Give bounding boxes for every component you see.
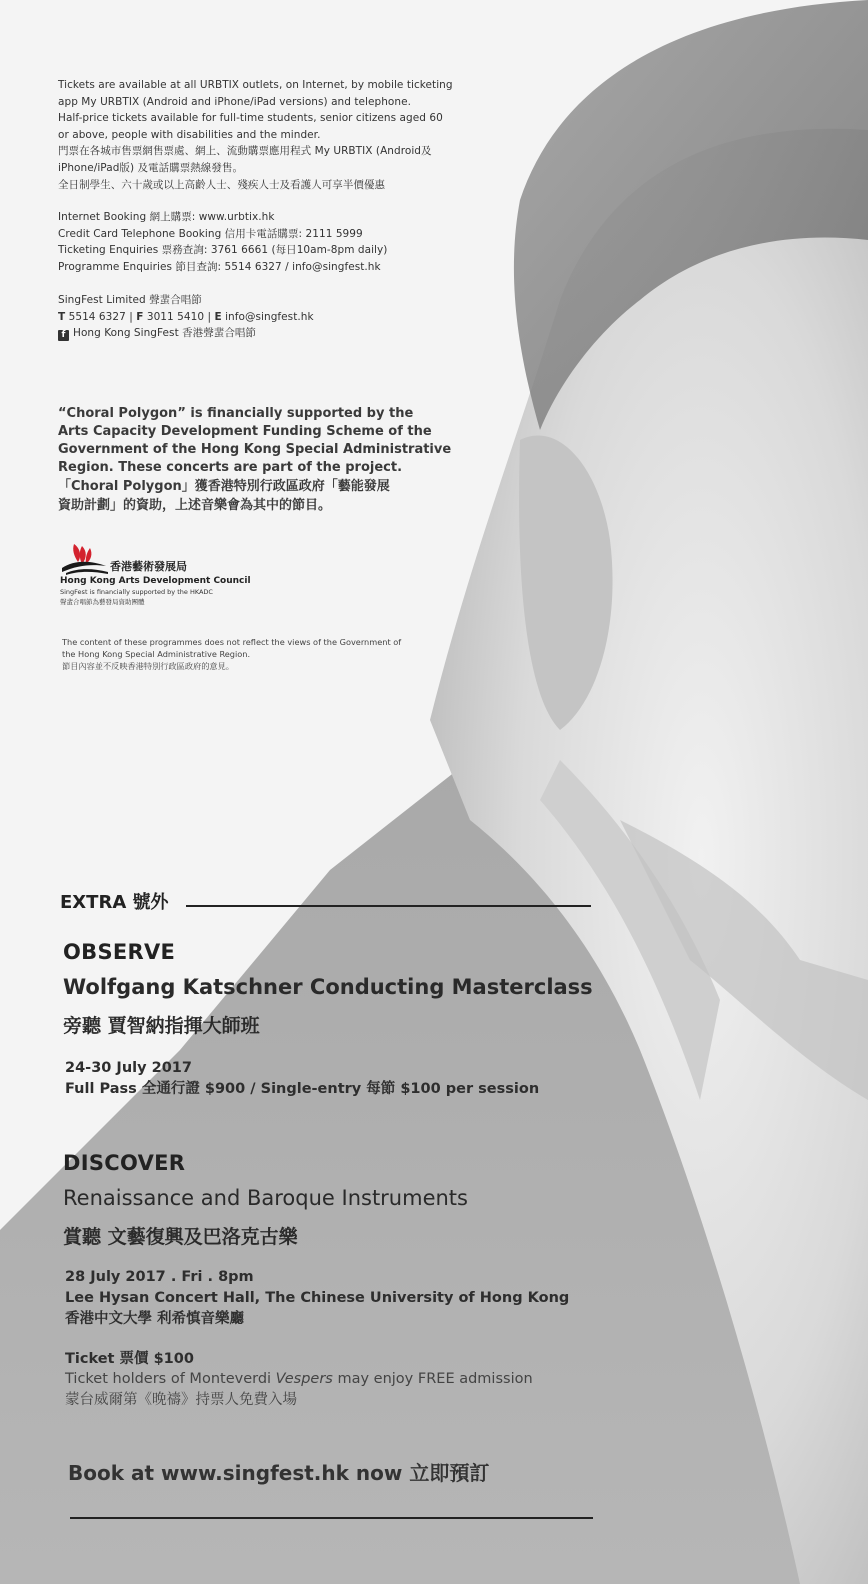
hkadc-logo — [58, 542, 258, 612]
support-statement — [58, 405, 451, 515]
hkadc-sub-en: SingFest is financially supported by the HKADC — [60, 588, 213, 596]
support-line-en: Government of the Hong Kong Special Administrative — [58, 442, 452, 457]
phone-number: 5514 6327 — [68, 310, 126, 323]
discover-heading: DISCOVER — [63, 1151, 186, 1175]
discover-venue: Lee Hysan Concert Hall, The Chinese University of Hong Kong — [65, 1290, 570, 1306]
discover-title-zh: 賞聽 文藝復興及巴洛克古樂 — [63, 1226, 298, 1248]
fax-label: F — [136, 310, 144, 323]
disclaimer-line: The content of these programmes does not reflect the views of the Government of — [62, 637, 402, 647]
extra-divider — [186, 905, 591, 907]
support-line-en: “Choral Polygon” is financially supported by the — [58, 406, 414, 421]
observe-title-zh: 旁聽 賈智納指揮大師班 — [63, 1015, 260, 1037]
programme-enquiries: Programme Enquiries 節目查詢: 5514 6327 / info@singfest.hk — [58, 260, 381, 273]
discover-venue-zh: 香港中文大學 利希慎音樂廳 — [65, 1311, 245, 1327]
free-text-post: may enjoy FREE admission — [332, 1371, 533, 1387]
discover-date: 28 July 2017 . Fri . 8pm — [65, 1269, 254, 1285]
discover-ticket: Ticket 票價 $100 — [65, 1351, 194, 1367]
discover-free-admission-zh: 蒙台威爾第《晚禱》持票人免費入場 — [65, 1392, 297, 1408]
observe-heading: OBSERVE — [63, 940, 176, 964]
facebook-page: Hong Kong SingFest 香港聲蜚合唱節 — [73, 327, 256, 340]
org-name: SingFest Limited 聲蜚合唱節 — [58, 294, 202, 306]
facebook-line — [58, 325, 314, 342]
support-line-en: Arts Capacity Development Funding Scheme of the — [58, 424, 432, 439]
email-label: E — [214, 310, 222, 323]
ticketing-info — [58, 77, 453, 193]
phone-label: T — [58, 310, 66, 323]
free-text-italic: Vespers — [275, 1371, 333, 1387]
ticketing-line: or above, people with disabilities and the minder. — [58, 128, 321, 141]
ticketing-line: iPhone/iPad版) 及電話購票熱線發售。 — [58, 161, 243, 174]
disclaimer-line: 節目內容並不反映香港特別行政區政府的意見。 — [62, 661, 234, 671]
observe-pricing: Full Pass 全通行證 $900 / Single-entry 每節 $100 per session — [65, 1081, 540, 1097]
extra-label: EXTRA 號外 — [60, 892, 169, 913]
facebook-icon: f — [58, 330, 69, 341]
ticketing-line: Half-price tickets available for full-time students, senior citizens aged 60 — [58, 112, 443, 125]
ticketing-line: 門票在各城市售票網售票處、網上、流動購票應用程式 My URBTIX (Android及 — [58, 145, 432, 158]
ticketing-enquiries: Ticketing Enquiries 票務查詢: 3761 6661 (每日10am-8pm daily) — [58, 244, 388, 257]
internet-booking: Internet Booking 網上購票: www.urbtix.hk — [58, 211, 275, 223]
discover-free-admission — [65, 1369, 533, 1390]
ticketing-line: Tickets are available at all URBTIX outlets, on Internet, by mobile ticketing — [58, 79, 453, 91]
observe-dates: 24-30 July 2017 — [65, 1060, 192, 1076]
book-now: Book at www.singfest.hk now 立即預訂 — [68, 1461, 490, 1485]
ticketing-line: 全日制學生、六十歲或以上高齡人士、殘疾人士及看護人可享半價優惠 — [58, 178, 386, 191]
hkadc-name-zh: 香港藝術發展局 — [110, 560, 187, 573]
email-address: info@singfest.hk — [225, 310, 314, 323]
contact-info — [58, 292, 314, 342]
hkadc-sub-zh: 聲蜚合唱節為藝發局資助團體 — [60, 598, 145, 606]
free-text-pre: Ticket holders of Monteverdi — [65, 1371, 276, 1387]
hkadc-name-en: Hong Kong Arts Development Council — [60, 576, 251, 586]
discover-title: Renaissance and Baroque Instruments — [63, 1186, 468, 1210]
booking-info — [58, 209, 387, 275]
support-line-en: Region. These concerts are part of the project. — [58, 460, 403, 475]
hkadc-emblem-icon — [60, 542, 112, 576]
credit-card-booking: Credit Card Telephone Booking 信用卡電話購票: 2111 5999 — [58, 227, 363, 240]
disclaimer — [62, 636, 401, 672]
ticketing-line: app My URBTIX (Android and iPhone/iPad versions) and telephone. — [58, 95, 412, 108]
fax-number: 3011 5410 — [146, 310, 205, 323]
disclaimer-line: the Hong Kong Special Administrative Region. — [62, 649, 251, 659]
observe-title: Wolfgang Katschner Conducting Masterclass — [63, 975, 593, 999]
contact-line: T 5514 6327 | F 3011 5410 | E info@singfest.hk — [58, 310, 314, 323]
bottom-divider — [70, 1517, 593, 1519]
support-line-zh: 「Choral Polygon」獲香港特別行政區政府「藝能發展 — [58, 479, 390, 494]
support-line-zh: 資助計劃」的資助，上述音樂會為其中的節目。 — [58, 498, 332, 513]
